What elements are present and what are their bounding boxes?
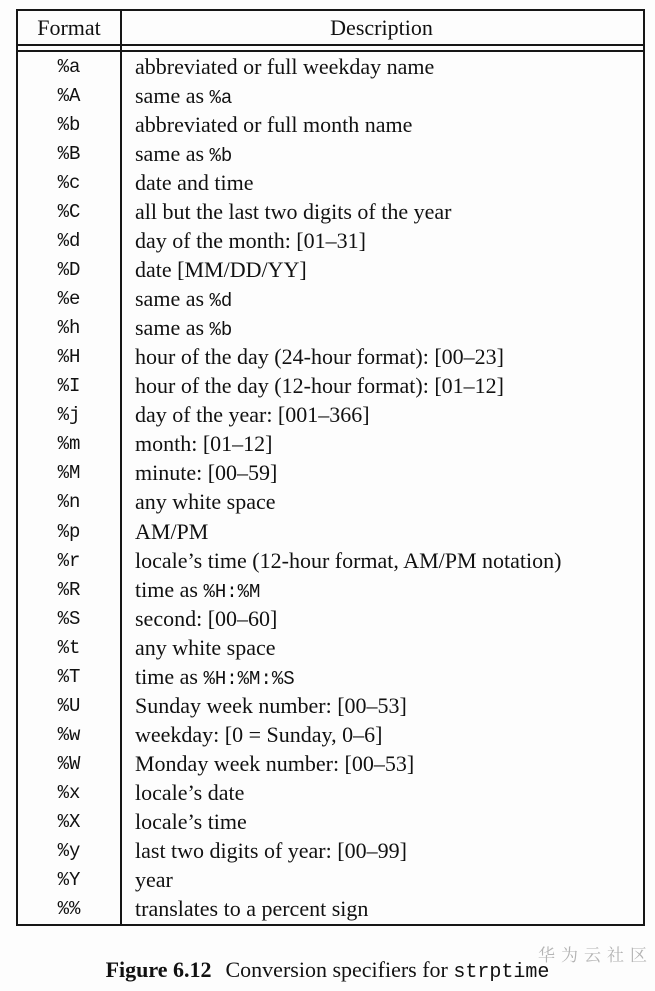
format-cell: %e [57,288,81,311]
description-cell [120,577,643,603]
table-row [18,168,643,197]
description-text: hour of the day (12-hour format): [01–12] [135,373,505,399]
description-cell [120,838,643,864]
table-row [18,720,643,749]
format-cell: %Y [57,869,81,892]
description-text: month: [01–12] [135,431,273,457]
table-row [18,633,643,662]
figure-number: Figure 6.12 [105,957,212,982]
format-cell: %D [57,258,81,281]
description-cell [120,460,643,486]
format-cell: %w [57,723,81,746]
format-cell: %c [57,171,81,194]
description-text: abbreviated or full month name [135,111,413,137]
description-cell [120,199,643,225]
table-row [18,52,643,81]
inline-code: %b [209,144,233,167]
table-row [18,255,643,284]
description-cell [120,257,643,283]
description-text: time as [135,576,204,602]
format-cell: %B [57,142,81,165]
format-cell: %t [57,636,81,659]
description-text: translates to a percent sign [135,896,369,922]
format-cell: %d [57,229,81,252]
table-row [18,285,643,314]
table-body [18,52,643,924]
description-cell [120,867,643,893]
description-text: locale’s date [135,780,245,806]
description-text: day of the year: [001–366] [135,402,370,428]
description-cell [120,141,643,167]
table-row [18,691,643,720]
table-row [18,372,643,401]
table-row [18,837,643,866]
format-cell: %% [57,898,81,921]
column-divider [120,11,122,924]
format-cell: %A [57,84,81,107]
description-text: any white space [135,634,276,660]
caption-text: Conversion specifiers for [225,957,454,982]
inline-code: %H:%M [203,580,261,603]
format-cell: %b [57,113,81,136]
description-text: minute: [00–59] [135,460,278,486]
description-cell [120,83,643,109]
table-row [18,662,643,691]
format-cell: %a [57,55,81,78]
table-row [18,808,643,837]
format-cell: %T [57,665,81,688]
table-row [18,750,643,779]
description-cell [120,519,643,545]
format-column-header: Format [37,14,101,40]
table-row [18,343,643,372]
table-row [18,401,643,430]
description-cell [120,722,643,748]
table-row [18,139,643,168]
table-row [18,575,643,604]
description-cell [120,112,643,138]
format-cell: %R [57,578,81,601]
table-row [18,546,643,575]
format-cell: %h [57,317,81,340]
table-row [18,895,643,924]
description-text: locale’s time [135,809,247,835]
description-text: same as [135,286,210,312]
inline-code: %H:%M:%S [203,667,295,690]
description-cell [120,315,643,341]
format-cell: %p [57,520,81,543]
format-cell: %x [57,782,81,805]
description-text: date and time [135,169,254,195]
description-cell [120,489,643,515]
description-cell [120,606,643,632]
description-cell [120,402,643,428]
table-header-row [18,11,643,46]
description-cell [120,809,643,835]
description-text: hour of the day (24-hour format): [00–23] [135,344,505,370]
watermark: 华为云社区 [538,946,653,965]
description-text: same as [135,140,210,166]
description-cell [120,373,643,399]
description-cell [120,228,643,254]
description-cell [120,896,643,922]
conversion-specifiers-table [16,9,645,926]
description-text: all but the last two digits of the year [135,198,452,224]
table-row [18,779,643,808]
table-row [18,430,643,459]
description-cell [120,780,643,806]
description-text: year [135,867,173,893]
format-cell: %S [57,607,81,630]
description-text: time as [135,663,204,689]
table-row [18,517,643,546]
format-cell: %C [57,200,81,223]
inline-code: %d [209,290,233,313]
description-text: abbreviated or full weekday name [135,53,435,79]
description-cell [120,664,643,690]
description-text: Sunday week number: [00–53] [135,692,407,718]
caption-code: strptime [453,961,550,984]
description-text: same as [135,82,210,108]
description-cell [120,286,643,312]
description-text: same as [135,315,210,341]
format-cell: %U [57,694,81,717]
format-cell: %j [57,404,81,427]
table-row [18,110,643,139]
table-row [18,459,643,488]
description-cell [120,54,643,80]
table-row [18,604,643,633]
description-text: date [MM/DD/YY] [135,256,307,282]
description-cell [120,751,643,777]
format-cell: %M [57,462,81,485]
figure-caption [0,957,655,984]
table-row [18,314,643,343]
description-text: AM/PM [135,518,209,544]
table-row [18,81,643,110]
description-text: last two digits of year: [00–99] [135,838,407,864]
description-cell [120,344,643,370]
format-cell: %I [57,375,81,398]
table-row [18,866,643,895]
description-text: any white space [135,489,276,515]
table-row [18,197,643,226]
description-cell [120,548,643,574]
table-row [18,488,643,517]
format-cell: %n [57,491,81,514]
description-text: day of the month: [01–31] [135,227,366,253]
format-cell: %X [57,811,81,834]
description-cell [120,431,643,457]
table-row [18,226,643,255]
format-cell: %H [57,346,81,369]
description-text: weekday: [0 = Sunday, 0–6] [135,721,383,747]
format-cell: %W [57,753,81,776]
description-text: second: [00–60] [135,605,278,631]
format-cell: %r [57,549,81,572]
description-cell [120,635,643,661]
format-cell: %m [57,433,81,456]
inline-code: %b [209,319,233,342]
description-cell [120,170,643,196]
description-text: Monday week number: [00–53] [135,751,415,777]
format-cell: %y [57,840,81,863]
description-cell [120,693,643,719]
inline-code: %a [209,86,233,109]
description-text: locale’s time (12-hour format, AM/PM notation) [135,547,562,573]
description-column-header: Description [330,14,433,40]
